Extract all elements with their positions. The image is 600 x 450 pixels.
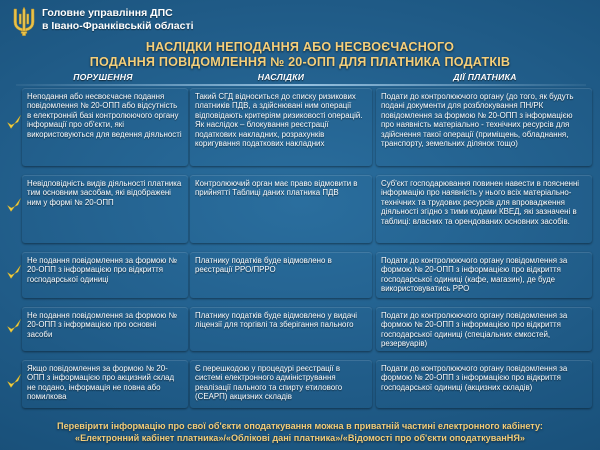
cell-actions: Подати до контролюючого органу повідомлення за формою № 20-ОПП з інформацією про відкриття господарської одиниці (кафе, магазин), де буде використовуватись РРО: [376, 252, 592, 298]
page-title: [30, 40, 570, 70]
footer-note: [8, 420, 592, 444]
agency-line-2: в Івано-Франківській області: [42, 20, 194, 32]
checkmark-icon: [6, 373, 22, 391]
cell-violation: Невідповідність видів діяльності платника тим основним засобам, які відображені ним у формі № 20-ОПП: [22, 175, 188, 243]
title-line-2: ПОДАННЯ ПОВІДОМЛЕННЯ № 20-ОПП ДЛЯ ПЛАТНИКА ПОДАТКІВ: [89, 55, 511, 69]
cell-actions: Подати до контролюючого органу повідомлення за формою № 20-ОПП з інформацією про відкриття господарської одиниці (акцизних складів): [376, 360, 592, 408]
footer-line-1: Перевірити інформацію про свої об'єкти оподаткування можна в приватній частині електронного кабінету:: [57, 421, 543, 431]
cell-consequences: Платнику податків буде відмовлено в реєстрації РРО/ПРРО: [190, 252, 372, 298]
checkmark-icon: [6, 114, 22, 132]
table-row: [0, 360, 600, 412]
cell-actions: Подати до контролюючого органу повідомлення за формою № 20-ОПП з інформацією про відкриття господарської одиниці (спеціальних ємкостей, резервуарів): [376, 307, 592, 351]
cell-actions: Подати до контролюючого органу (до того, як будуть подані документи для розблокування ПН/РК повідомлення за формою № 20-ОПП з інформацією про наявність матеріально - технічних ресурсів для здійснення такої операції (приміщень, обладнання, транспорту, земельних ділянок тощо): [376, 88, 592, 166]
cell-consequences: Платнику податків буде відмовлено у видачі ліцензії для торгівлі та зберігання пального: [190, 307, 372, 351]
cell-violation: Якщо повідомлення за формою № 20-ОПП з інформацією про акцизний склад не подано, інформація не повна або помилкова: [22, 360, 188, 408]
table-row: [0, 88, 600, 170]
column-header-violation: ПОРУШЕННЯ: [73, 72, 133, 82]
checkmark-icon: [6, 318, 22, 336]
table-row: [0, 307, 600, 355]
cell-violation: Неподання або несвоєчасне подання повідомлення № 20-ОПП або відсутність в електронній базі контролюючого органу інформації про об'єкти, які використовуються для ведення діяльності: [22, 88, 188, 166]
cell-consequences: Такий СГД відноситься до списку ризикових платників ПДВ, а здійснювані ним операції відповідають критеріям ризиковості операцій. Як наслідок – блокування реєстрації податкових накладних, розрахунків коригування податкових накладних: [190, 88, 372, 166]
cell-consequences: Контролюючий орган має право відмовити в прийнятті Таблиці даних платника ПДВ: [190, 175, 372, 243]
footer-line-2: «Електронний кабінет платника»/«Облікові дані платника»/«Відомості про об'єкти оподаткуванНЯ»: [75, 433, 525, 443]
cell-violation: Не подання повідомлення за формою № 20-ОПП з інформацією про відкриття господарської одиниці: [22, 252, 188, 298]
header-divider: [16, 84, 586, 86]
title-line-1: НАСЛІДКИ НЕПОДАННЯ АБО НЕСВОЄЧАСНОГО: [145, 40, 455, 54]
agency-name: [42, 7, 342, 33]
checkmark-icon: [6, 197, 22, 215]
checkmark-icon: [6, 264, 22, 282]
poster-header: [0, 0, 600, 40]
column-header-consequences: НАСЛІДКИ: [257, 72, 305, 82]
table-row: [0, 175, 600, 247]
agency-line-1: Головне управління ДПС: [42, 7, 173, 19]
cell-consequences: Є перешкодою у процедурі реєстрації в системі електронного адміністрування реалізації пального та спирту етилового (СЕАРП) акцизних складів: [190, 360, 372, 408]
ukraine-trident-emblem-icon: [10, 5, 38, 37]
cell-actions: Суб'єкт господарювання повинен навести в поясненні інформацію про наявність у нього всіх матеріально-технічних та трудових ресурсів для впровадження діяльності згідно з тими кодами КВЕД, які зазначені в таблиці: власних та орендованих основних засобів.: [376, 175, 592, 243]
column-header-actions: ДІЇ ПЛАТНИКА: [453, 72, 517, 82]
cell-violation: Не подання повідомлення за формою № 20-ОПП з інформацією про основні засоби: [22, 307, 188, 351]
table-row: [0, 252, 600, 302]
